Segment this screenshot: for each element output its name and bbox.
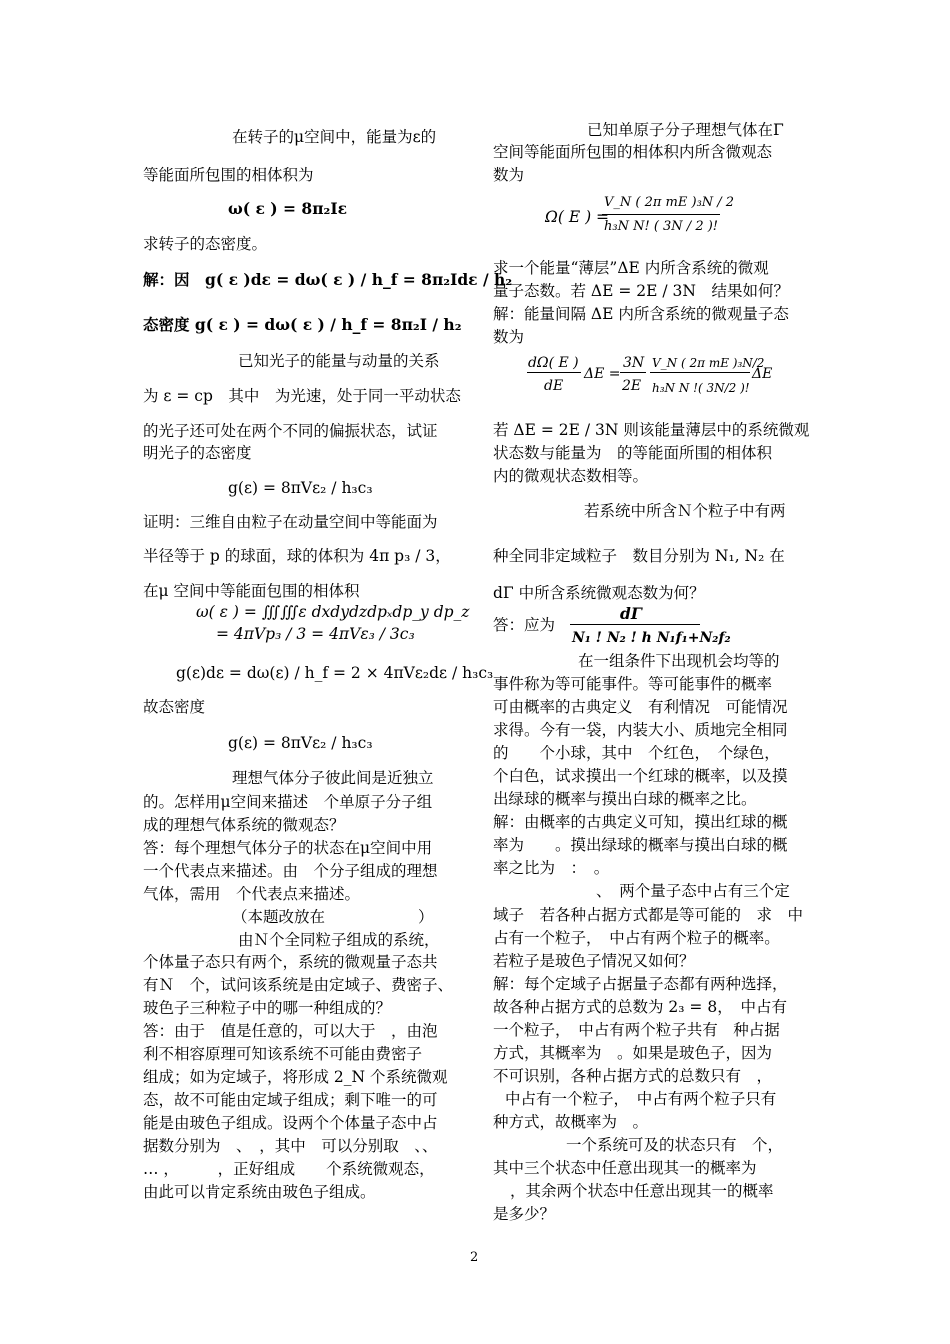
- text-line: 等能面所包围的相体积为: [143, 166, 314, 184]
- text-line: 解：能量间隔 ΔE 内所含系统的微观量子态: [493, 305, 789, 323]
- text-line: 种全同非定域粒子 数目分别为 N₁, N₂ 在: [493, 547, 785, 565]
- fraction-bar: [570, 624, 700, 625]
- text-line: 答：由于 值是任意的，可以大于 ，由泡: [143, 1022, 438, 1040]
- text-line: 据数分别为 、 ，其中 可以分别取 、、: [143, 1137, 438, 1155]
- text-line: 在转子的μ空间中，能量为ε的: [232, 128, 437, 146]
- text-line: 若粒子是玻色子情况又如何？: [493, 952, 695, 970]
- text-line: ，其余两个状态中任意出现其一的概率: [510, 1182, 774, 1200]
- text-line: 、 两个量子态中占有三个定: [596, 882, 790, 900]
- formula-line: 解：因 g( ε )dε = dω( ε ) / h_f = 8π₂Idε / h₂: [143, 270, 513, 289]
- text-line: 在μ 空间中等能面包围的相体积: [143, 582, 360, 600]
- text-line: 故各种占据方式的总数为 2₃ = 8， 中占有: [493, 998, 787, 1016]
- text-line: 的光子还可处在两个不同的偏振状态，试证: [143, 422, 438, 440]
- text-line: 可由概率的古典定义 有利情况 可能情况: [493, 698, 788, 716]
- text-line: 不可识别，各种占据方式的总数只有 ，: [493, 1067, 773, 1085]
- formula: g(ε)dε = dω(ε) / h_f = 2 × 4πVε₂dε / h₃c₃: [176, 664, 494, 682]
- text-line: 若系统中所含Ｎ个粒子中有两: [584, 502, 786, 520]
- formula-lhs: Ω( E ) =: [545, 208, 610, 226]
- text-line: 量子态数。若 ΔE = 2E / 3N 结果如何？: [493, 282, 789, 300]
- text-line: 由此可以肯定系统由玻色子组成。: [143, 1183, 376, 1201]
- text-line: 由Ｎ个全同粒子组成的系统，: [238, 931, 440, 949]
- text-line: 事件称为等可能事件。等可能事件的概率: [493, 675, 773, 693]
- formula-numerator: dΩ( E ): [528, 355, 579, 371]
- text-line: 率之比为 ： 。: [493, 859, 610, 877]
- fraction-bar: [527, 372, 581, 373]
- text-line: 方式，其概率为 。如果是玻色子，因为: [493, 1044, 773, 1062]
- text-line: 数为: [493, 328, 525, 346]
- text-line: 个白色，试求摸出一个红球的概率，以及摸: [493, 767, 788, 785]
- text-line: 解：每个定域子占据量子态都有两种选择，: [493, 975, 788, 993]
- text-line: 在一组条件下出现机会均等的: [578, 652, 780, 670]
- text-line: 种方式，故概率为 。: [493, 1113, 649, 1131]
- text-line: 答：应为: [493, 616, 556, 634]
- text-line: 已知光子的能量与动量的关系: [238, 352, 440, 370]
- formula: ω( ε ) = ∭∭ε dxdydzdpₓdp_y dp_z: [196, 603, 470, 621]
- text-line: 其中三个状态中任意出现其一的概率为: [493, 1159, 757, 1177]
- text-line: 率为 。摸出绿球的概率与摸出白球的概: [493, 836, 788, 854]
- text-line: 是多少？: [493, 1205, 556, 1223]
- text-line: 理想气体分子彼此间是近独立: [232, 769, 434, 787]
- text-line: 内的微观状态数相等。: [493, 467, 649, 485]
- formula-numerator: 3N: [623, 355, 645, 371]
- text-line: 一个代表点来描述。由 个分子组成的理想: [143, 862, 438, 880]
- fraction-bar: [620, 372, 646, 373]
- formula-numerator: V_N ( 2π mE )₃N/2: [652, 356, 765, 370]
- text-line: 出绿球的概率与摸出白球的概率之比。: [493, 790, 757, 808]
- text-line: 的 个小球，其中 个红色， 个绿色，: [493, 744, 780, 762]
- text-line: 求得。今有一袋，内装大小、质地完全相同: [493, 721, 788, 739]
- page-number: 2: [470, 1250, 479, 1265]
- formula-numerator: dΓ: [620, 604, 642, 623]
- text-line: 个体量子态只有两个，系统的微观量子态共: [143, 953, 438, 971]
- text-line: 玻色子三种粒子中的哪一种组成的？: [143, 999, 392, 1017]
- formula-denominator: dE: [544, 378, 564, 394]
- text-line: 求一个能量“薄层”ΔE 内所含系统的微观: [493, 259, 769, 277]
- text-line: 故态密度: [143, 698, 206, 716]
- formula-part: ΔE: [752, 366, 773, 382]
- text-line: 若 ΔE = 2E / 3N 则该能量薄层中的系统微观: [493, 421, 810, 439]
- formula-denominator: N₁ ! N₂ ! h N₁f₁+N₂f₂: [572, 630, 731, 646]
- formula-part: ΔE =: [584, 366, 621, 382]
- text-line: 域子 若各种占据方式都是等可能的 求 中: [493, 906, 804, 924]
- text-line: 成的理想气体系统的微观态？: [143, 816, 345, 834]
- text-line: 利不相容原理可知该系统不可能由费密子: [143, 1045, 423, 1063]
- fraction-bar: [650, 372, 750, 373]
- text-line: （本题改放在 ）: [232, 908, 434, 926]
- text-line: 气体，需用 个代表点来描述。: [143, 885, 361, 903]
- formula-denominator: h₃N N! ( 3N / 2 )!: [604, 219, 719, 234]
- text-line: 中占有一个粒子， 中占有两个粒子只有: [505, 1090, 777, 1108]
- text-line: 一个粒子， 中占有两个粒子共有 种占据: [493, 1021, 780, 1039]
- text-line: 能是由玻色子组成。设两个个体量子态中占: [143, 1114, 438, 1132]
- text-line: 证明：三维自由粒子在动量空间中等能面为: [143, 513, 438, 531]
- text-line: 明光子的态密度: [143, 444, 252, 462]
- formula: = 4πVp₃ / 3 = 4πVε₃ / 3c₃: [216, 625, 415, 643]
- formula-numerator: V_N ( 2π mE )₃N / 2: [604, 195, 735, 210]
- text-line: 空间等能面所包围的相体积内所含微观态: [493, 143, 773, 161]
- formula-denominator: h₃N N !( 3N/2 )!: [652, 381, 750, 395]
- text-line: 半径等于 p 的球面，球的体积为 4π p₃ / 3，: [143, 547, 451, 565]
- formula-denominator: 2E: [622, 378, 642, 394]
- text-line: 占有一个粒子， 中占有两个粒子的概率。: [493, 929, 780, 947]
- fraction-bar: [602, 214, 720, 215]
- text-line: 答：每个理想气体分子的状态在μ空间中用: [143, 839, 433, 857]
- text-line: 态，故不可能由定域子组成；剩下唯一的可: [143, 1091, 438, 1109]
- text-line: 有Ｎ 个，试问该系统是由定域子、费密子、: [143, 976, 454, 994]
- text-line: … ， ，正好组成 个系统微观态，: [143, 1160, 435, 1178]
- text-line: 求转子的态密度。: [143, 235, 268, 253]
- text-line: 的。怎样用μ空间来描述 个单原子分子组: [143, 793, 433, 811]
- formula: g(ε) = 8πVε₂ / h₃c₃: [228, 479, 373, 497]
- text-line: 数为: [493, 166, 525, 184]
- text-line: 组成；如为定域子，将形成 2_N 个系统微观: [143, 1068, 448, 1086]
- text-line: 状态数与能量为 的等能面所围的相体积: [493, 444, 773, 462]
- text-line: 已知单原子分子理想气体在Γ: [587, 121, 784, 139]
- formula: ω( ε ) = 8π₂Iε: [228, 199, 348, 218]
- text-line: 为 ε = cp 其中 为光速，处于同一平动状态: [143, 387, 461, 405]
- formula: g(ε) = 8πVε₂ / h₃c₃: [228, 734, 373, 752]
- text-line: 一个系统可及的状态只有 个，: [566, 1136, 784, 1154]
- formula-line: 态密度 g( ε ) = dω( ε ) / h_f = 8π₂I / h₂: [143, 315, 462, 334]
- text-line: 解：由概率的古典定义可知，摸出红球的概: [493, 813, 788, 831]
- text-line: dΓ 中所含系统微观态数为何？: [493, 584, 705, 602]
